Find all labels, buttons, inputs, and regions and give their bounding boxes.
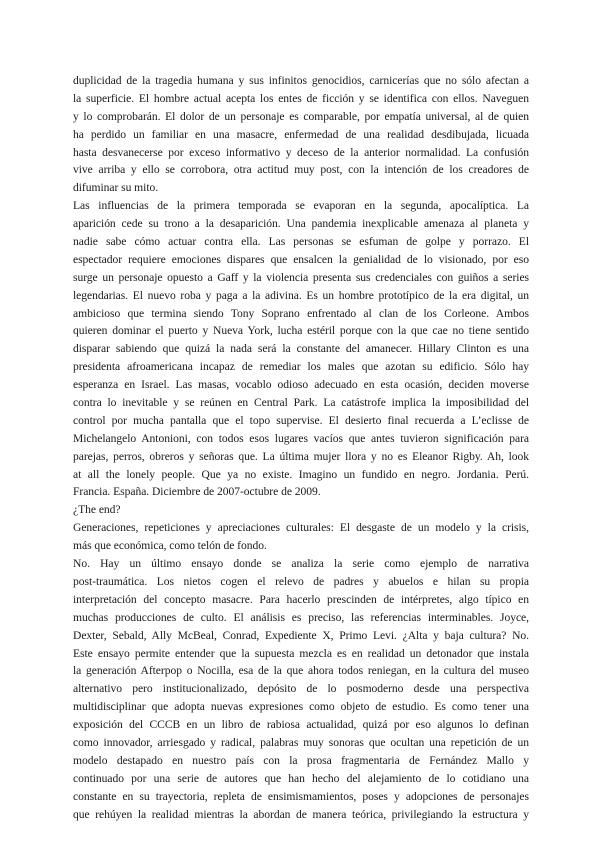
text-line: parejas, perros, obreros y señoras que. La última mujer llora y no es Eleanor Rigby. Ah, look	[73, 449, 529, 463]
text-line: at all the lonely people. Que ya no existe. Imagino un fundido en negro. Jordania. Perú.	[73, 467, 529, 481]
text-line: que rehúyen la realidad mientras la abordan de manera teórica, privilegiando la estructura y	[73, 807, 529, 821]
text-line: y lo comprobarán. El dolor de un personaje es comparable, por empatía universal, al de quien	[73, 109, 529, 123]
text-line: Generaciones, repeticiones y apreciaciones culturales: El desgaste de un modelo y la crisis,	[73, 521, 529, 535]
text-line: ¿The end?	[73, 503, 121, 517]
body-text	[73, 72, 529, 823]
text-line: multidisciplinar que adopta nuevas expresiones como objeto de estudio. Es como tener una	[73, 700, 529, 714]
text-line: duplicidad de la tragedia humana y sus infinitos genocidios, carnicerías que no sólo afectan a	[73, 74, 529, 87]
text-line: difuminar su mito.	[73, 181, 159, 195]
text-line: como innovador, arriesgado y radical, palabras muy sonoras que ocultan una repetición de un	[73, 735, 529, 749]
text-line: legendarias. El nuevo roba y paga a la adivina. Es un hombre prototípico de la era digital, un	[73, 288, 529, 302]
text-line: más que económica, como telón de fondo.	[73, 539, 267, 553]
text-line: modelo destapado en nuestro país con la prosa fragmentaria de Fernández Mallo y	[73, 753, 529, 767]
text-line: espectador requiere emociones dispares que ensalcen la genialidad de lo visionado, por eso	[73, 252, 529, 266]
text-line: exposición del CCCB en un libro de rabiosa actualidad, quizá por eso algunos lo definan	[73, 718, 529, 732]
text-line: aparición cede su trono a la desaparición. Una pandemia inexplicable amenaza al planeta y	[73, 217, 529, 231]
text-line: Michelangelo Antonioni, con todos esos lugares vacíos que antes tuvieron significación para	[73, 431, 529, 445]
text-line: Las influencias de la primera temporada se evaporan en la segunda, apocalíptica. La	[73, 199, 529, 213]
text-line: la superficie. El hombre actual acepta los entes de ficción y se identifica con ellos. Naveguen	[73, 91, 529, 105]
text-line: continuado por una serie de autores que han hecho del alejamiento de lo cotidiano una	[73, 771, 529, 785]
text-line: alternativo pero institucionalizado, depósito de lo posmoderno desde una perspectiva	[73, 682, 529, 696]
text-line: presidenta afroamericana incapaz de remediar los males que azotan su edificio. Sólo hay	[73, 360, 529, 374]
text-line: surge un personaje opuesto a Gaff y la violencia presenta sus credenciales con guiños a series	[73, 270, 529, 284]
text-line: Dexter, Sebald, Ally McBeal, Conrad, Expediente X, Primo Levi. ¿Alta y baja cultura? No.	[73, 628, 529, 642]
text-line: disparar sabiendo que quizá la nada será la constante del amanecer. Hillary Clinton es una	[73, 342, 529, 356]
text-line: esperanza en Israel. Las masas, vocablo odioso adecuado en esta ocasión, deciden moverse	[73, 378, 529, 392]
text-line: quieren dominar el puerto y Nueva York, lucha estéril porque con la que cae no tiene sentido	[73, 324, 529, 338]
text-line: contra lo inevitable y se reúnen en Central Park. La catástrofe implica la imposibilidad del	[73, 396, 529, 410]
text-line: No. Hay un último ensayo donde se analiza la serie como ejemplo de narrativa	[73, 557, 529, 571]
text-line: post-traumática. Los nietos cogen el relevo de padres y abuelos e hilan su propia	[73, 574, 529, 588]
text-line: ha perdido un familiar en una masacre, enfermedad de una realidad desdibujada, licuada	[73, 127, 529, 141]
text-line: Francia. España. Diciembre de 2007-octubre de 2009.	[73, 485, 321, 499]
text-line: ambicioso que termina siendo Tony Soprano enfrentado al clan de los Corleone. Ambos	[73, 306, 529, 320]
text-line: constante en su trayectoria, repleta de ensimismamientos, poses y adopciones de personajes	[73, 789, 529, 803]
text-line: la generación Afterpop o Nocilla, esa de la que ahora todos reniegan, en la cultura del museo	[73, 664, 529, 678]
text-line: muchas producciones de culto. El análisis es preciso, las referencias interminables. Joyce,	[73, 610, 529, 624]
text-line: control por mucha pantalla que el topo supervise. El desierto final recuerda a L’eclisse de	[73, 413, 529, 427]
text-line: vive arriba y ello se corrobora, otra actitud muy post, con la intención de los creadores de	[73, 163, 529, 177]
text-line: Este ensayo permite entender que la supuesta mezcla es en realidad un detonador que instala	[73, 646, 529, 660]
text-line: hasta desvanecerse por exceso informativo y deceso de la anterior normalidad. La confusión	[73, 145, 529, 159]
text-line: nadie sabe cómo actuar contra ella. Las personas se esfuman de golpe y porrazo. El	[73, 235, 529, 249]
text-line: interpretación del concepto masacre. Para hacerlo prescinden de intérpretes, algo típico en	[73, 592, 529, 606]
